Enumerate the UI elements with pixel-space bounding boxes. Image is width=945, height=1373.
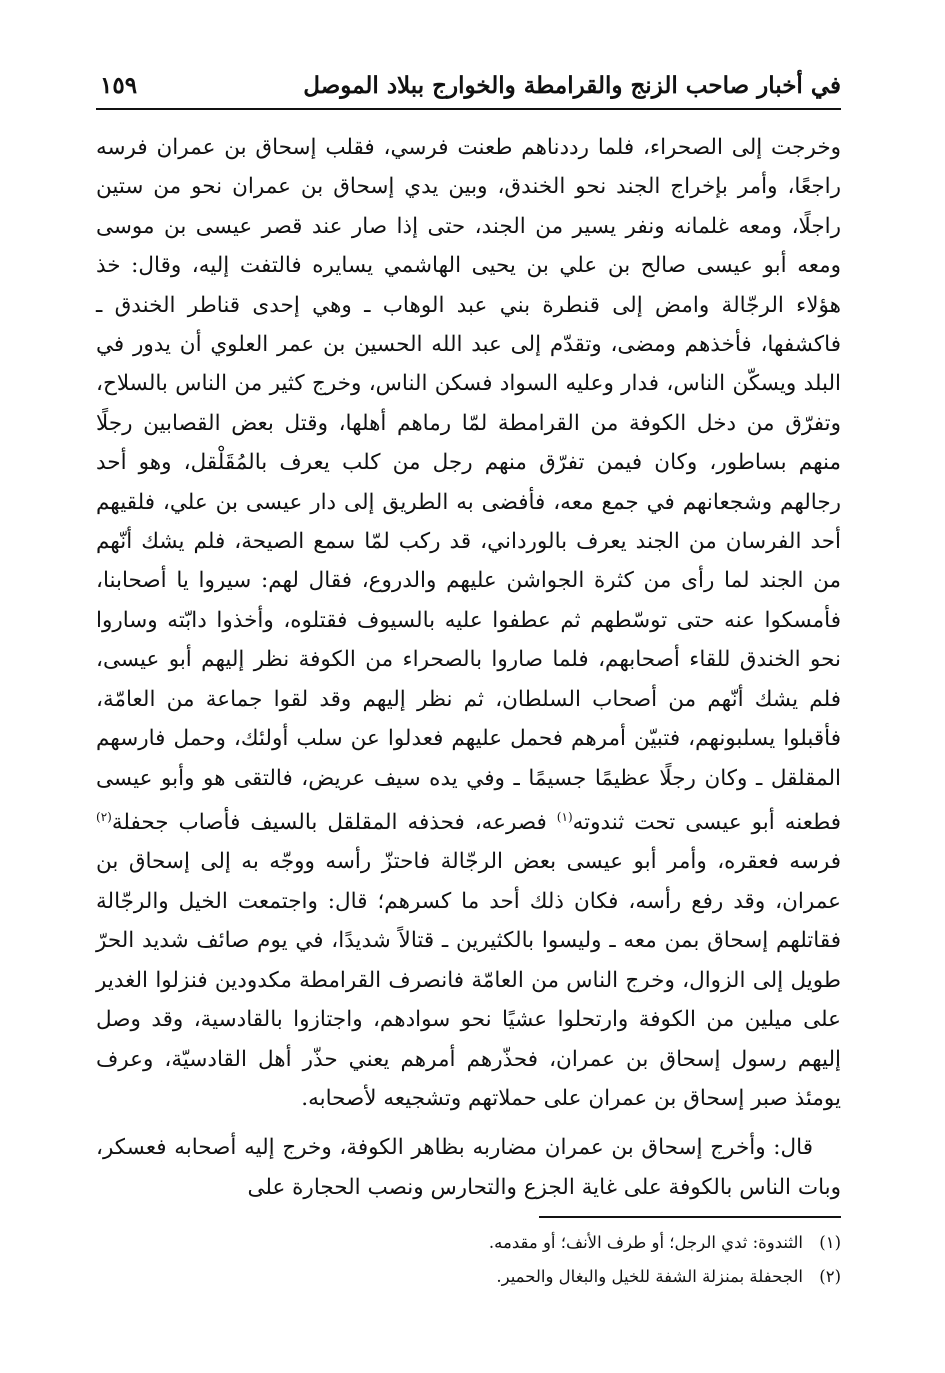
footnote-number: (١)	[819, 1233, 841, 1252]
paragraph: قال: وأخرج إسحاق بن عمران مضاربه بظاهر الكوفة، وخرج إليه أصحابه فعسكر، وبات الناس بالكوفة على غاية الجزع والتحارس ونصب الحجارة على	[96, 1135, 841, 1200]
footnote-1	[96, 1226, 841, 1260]
footnote-2	[96, 1260, 841, 1294]
footnote-text: الجحفلة بمنزلة الشفة للخيل والبغال والحمير.	[496, 1267, 803, 1286]
footnote-marker-2: (٢)	[96, 809, 112, 824]
page-number: ١٥٩	[100, 72, 138, 99]
footnote-divider	[539, 1216, 841, 1218]
running-title: في أخبار صاحب الزنج والقرامطة والخوارج ببلاد الموصل	[303, 72, 841, 99]
footnote-marker-1: (١)	[556, 809, 573, 824]
book-page	[96, 70, 841, 1330]
footnote-text: الثندوة: ثدي الرجل؛ أو طرف الأنف؛ أو مقدمه.	[488, 1233, 803, 1252]
paragraph	[96, 128, 841, 1118]
footnotes	[96, 1216, 841, 1294]
body-text	[96, 128, 841, 1207]
paragraph-text: وخرجت إلى الصحراء، فلما رددناهم طعنت فرسي، فقلب إسحاق بن عمران فرسه راجعًا، وأمر بإخراج الجند نحو الخندق، وبين يدي إسحاق بن عمران نحو من ستين راجلًا، ومعه غلمانه ونفر يسير من الجند، حتى إذا صار عند قصر عيسى بن موسى ومعه أبو عيسى صالح بن علي بن يحيى الهاشمي يسايره فالتفت إليه، وقال: خذ هؤلاء الرجّالة وامض إلى قنطرة بني عبد الوهاب ـ وهي إحدى قناطر الخندق ـ فاكشفها، فأخذهم ومضى، وتقدّم إلى عبد الله الحسين بن عمر العلوي أن يدور في البلد ويسكّن الناس، فدار وعليه السواد فسكن الناس، وخرج كثير من الناس بالسلاح، وتفرّق من دخل الكوفة من القرامطة لمّا رماهم أهلها، وقتل بعض القصابين رجلًا منهم بساطور، وكان فيمن تفرّق منهم رجل من كلب يعرف بالمُقَلْقل، وهو أحد رجالهم وشجعانهم في جمع معه، فأفضى به الطريق إلى دار عيسى بن علي، فلقيهم أحد الفرسان من الجند يعرف بالورداني، قد ركب لمّا سمع الصيحة، فلم يشك أنّهم من الجند لما رأى من كثرة الجواشن عليهم والدروع، فقال لهم: سيروا يا أصحابنا، فأمسكوا عنه حتى توسّطهم ثم عطفوا عليه بالسيوف فقتلوه، وأخذوا دابّته وساروا نحو الخندق للقاء أصحابهم، فلما صاروا بالصحراء من الكوفة نظر إليهم أبو عيسى، فلم يشك أنّهم من أصحاب السلطان، ثم نظر إليهم وقد لقوا جماعة من العامّة، فأقبلوا يسلبونهم، فتبيّن أمرهم فحمل عليهم فعدلوا عن سلب أولئك، وحمل فارسهم المقلقل ـ وكان رجلًا عظيمًا جسيمًا ـ وفي يده سيف عريض، فالتقى هو وأبو عيسى فطعنه أبو عيسى تحت ثندوته	[96, 135, 841, 836]
paragraph-text: فرسه فعقره، وأمر أبو عيسى بعض الرجّالة فاحتزّ رأسه ووجّه به إلى إسحاق بن عمران، وقد رفع رأسه، فكان ذلك أحد ما كسرهم؛ قال: واجتمعت الخيل والرجّالة فقاتلهم إسحاق بمن معه ـ وليسوا بالكثيرين ـ قتالاً شديدًا، في يوم صائف شديد الحرّ طويل إلى الزوال، وخرج الناس من العامّة فانصرف القرامطة مكدودين فنزلوا الغدير على ميلين من الكوفة وارتحلوا عشيًا نحو سوادهم، واجتازوا بالقادسية، وقد وصل إليهم رسول إسحاق بن عمران، فحذّرهم أمرهم يعني حذّر أهل القادسيّة، وعرف يومئذ صبر إسحاق بن عمران على حملاتهم وتشجيعه لأصحابه.	[96, 849, 841, 1111]
footnote-number: (٢)	[819, 1267, 841, 1286]
running-header	[96, 70, 841, 110]
paragraph-text: فصرعه، فحذفه المقلقل بالسيف فأصاب جحفلة	[111, 810, 557, 836]
